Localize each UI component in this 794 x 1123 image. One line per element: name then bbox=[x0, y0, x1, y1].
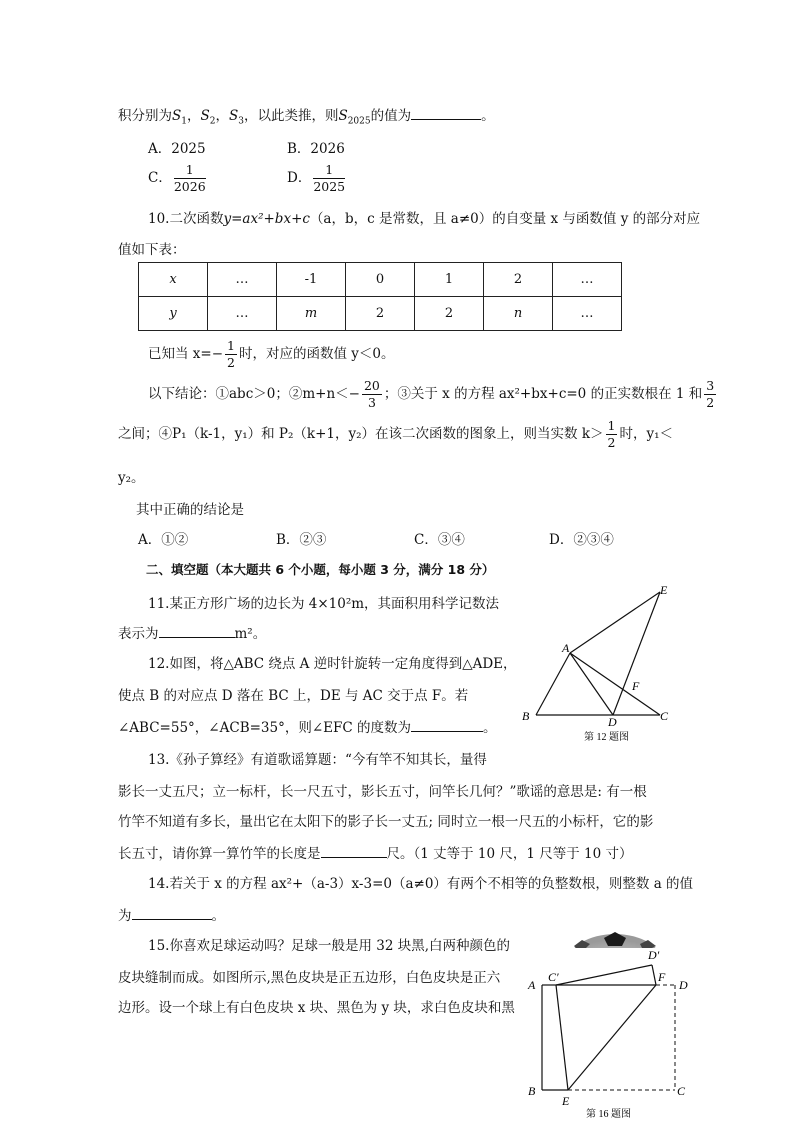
label-e: E bbox=[562, 1094, 570, 1108]
q10-stem-line2: 值如下表： bbox=[118, 242, 186, 258]
table-row bbox=[139, 263, 622, 297]
q13-line4: 长五寸，请你算一算竹竿的长度是 尺。（1 丈等于 10 尺，1 尺等于 10 寸） bbox=[118, 846, 633, 862]
label-b: B bbox=[522, 709, 530, 723]
label-b: B bbox=[528, 1084, 536, 1098]
answer-blank[interactable] bbox=[411, 719, 483, 732]
q10-known-condition: 已知当 x=− $\frac{1}{2}$ 时，对应的函数值 y＜0。 bbox=[148, 338, 395, 370]
q10-value-table bbox=[138, 262, 622, 331]
q11-line2: 表示为 m²。 bbox=[118, 626, 267, 642]
q9-option-a: A．2025 bbox=[148, 141, 206, 157]
q10-conclusions-line2: 之间；④P₁（k-1，y₁）和 P₂（k+1，y₂）在该二次函数的图象上，则当实数 k＞ $\frac{1}{2}$ 时，y₁＜ bbox=[118, 418, 674, 450]
table-cell: y bbox=[139, 297, 208, 331]
table-cell: 2 bbox=[346, 297, 415, 331]
q10-ask: 其中正确的结论是 bbox=[136, 502, 244, 518]
label-c-prime: C′ bbox=[548, 970, 559, 984]
q10-option-b: B．②③ bbox=[276, 532, 327, 548]
q13-line3: 竹竿不知道有多长，量出它在太阳下的影子长一丈五; 同时立一根一尺五的小标杆，它的影 bbox=[118, 814, 654, 830]
table-cell: n bbox=[484, 297, 553, 331]
table-cell: … bbox=[553, 297, 622, 331]
table-row bbox=[139, 297, 622, 331]
label-f: F bbox=[632, 679, 640, 693]
label-c: C bbox=[677, 1084, 686, 1098]
figure-caption: 第 12 题图 bbox=[584, 732, 629, 743]
label-d-prime: D′ bbox=[648, 948, 660, 962]
q10-option-d: D．②③④ bbox=[549, 532, 614, 548]
q11-line1: 11.某正方形广场的边长为 4×10²m，其面积用科学记数法 bbox=[148, 596, 500, 612]
q9-option-b: B．2026 bbox=[287, 141, 345, 157]
q10-option-c: C．③④ bbox=[414, 532, 465, 548]
label-a: A bbox=[528, 978, 536, 992]
q10-option-a: A．①② bbox=[138, 532, 189, 548]
q14-line1: 14.若关于 x 的方程 ax²+（a-3）x-3=0（a≠0）有两个不相等的负整数根，则整数 a 的值 bbox=[148, 876, 694, 892]
table-cell: … bbox=[553, 263, 622, 297]
answer-blank[interactable] bbox=[321, 845, 387, 858]
figure-16 bbox=[520, 945, 700, 1120]
answer-blank[interactable] bbox=[159, 625, 235, 638]
q15-line2: 皮块缝制而成。如图所示,黑色皮块是正五边形，白色皮块是正六 bbox=[118, 970, 501, 986]
q12-line2: 使点 B 的对应点 D 落在 BC 上，DE 与 AC 交于点 F。若 bbox=[118, 688, 469, 704]
q14-line2: 为 。 bbox=[118, 908, 225, 924]
q15-line3: 边形。设一个球上有白色皮块 x 块、黑色为 y 块，求白色皮块和黑 bbox=[118, 1000, 515, 1016]
answer-blank[interactable] bbox=[411, 107, 481, 120]
q10-conclusions-line3: y₂。 bbox=[118, 470, 145, 486]
table-cell: … bbox=[208, 263, 277, 297]
label-d: D bbox=[608, 715, 617, 729]
label-e: E bbox=[660, 583, 668, 597]
q15-line1: 15.你喜欢足球运动吗？足球一般是用 32 块黑,白两种颜色的 bbox=[148, 938, 511, 954]
table-cell: 0 bbox=[346, 263, 415, 297]
table-cell: x bbox=[139, 263, 208, 297]
table-cell: … bbox=[208, 297, 277, 331]
q10-conclusions-line1: 以下结论：①abc＞0；②m+n＜− $\frac{20}{3}$ ；③关于 x 的方程 ax²+bx+c=0 的正实数根在 1 和 $\frac{3}{2}$ bbox=[148, 378, 715, 410]
table-cell: 2 bbox=[415, 297, 484, 331]
q10-stem-line1: 10.二次函数y=ax²+bx+c（a，b，c 是常数，且 a≠0）的自变量 x 与函数值 y 的部分对应 bbox=[148, 211, 701, 227]
figure-12 bbox=[510, 580, 690, 750]
q12-line1: 12.如图，将△ABC 绕点 A 逆时针旋转一定角度得到△ADE， bbox=[148, 656, 517, 672]
q13-line2: 影长一丈五尺；立一标杆，长一尺五寸，影长五寸，问竿长几何？”歌谣的意思是: 有一根 bbox=[118, 784, 647, 800]
label-a: A bbox=[562, 641, 570, 655]
table-cell: 1 bbox=[415, 263, 484, 297]
answer-blank[interactable] bbox=[132, 907, 212, 920]
q9-option-c: C． $\frac{1}{2026}$ bbox=[148, 162, 206, 194]
label-f: F bbox=[658, 970, 666, 984]
table-cell: m bbox=[277, 297, 346, 331]
q12-line3: ∠ABC=55°，∠ACB=35°，则∠EFC 的度数为 。 bbox=[118, 720, 497, 736]
label-c: C bbox=[660, 709, 669, 723]
figure-caption: 第 16 题图 bbox=[586, 1109, 631, 1120]
section-heading: 二、填空题（本大题共 6 个小题，每小题 3 分，满分 18 分） bbox=[146, 562, 495, 577]
table-cell: -1 bbox=[277, 263, 346, 297]
label-d: D bbox=[679, 978, 688, 992]
q9-option-d: D． $\frac{1}{2025}$ bbox=[287, 162, 346, 194]
q13-line1: 13.《孙子算经》有道歌谣算题：“今有竿不知其长，量得 bbox=[148, 752, 487, 768]
q9-line1: 积分别为$S_1$，$S_2$，$S_3$，以此类推，则$S_{2025}$的值为 。 bbox=[118, 108, 495, 127]
table-cell: 2 bbox=[484, 263, 553, 297]
